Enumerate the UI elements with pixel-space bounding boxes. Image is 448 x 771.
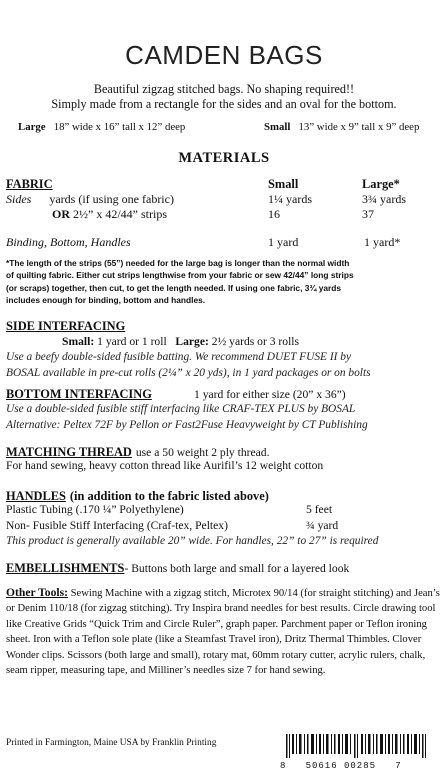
barcode-number: 8 50616 00285 7 xyxy=(280,761,402,771)
side-small-label: Small: xyxy=(62,335,95,348)
bottom-interfacing-value: 1 yard for either size (20” x 36”) xyxy=(194,388,346,401)
fabric-binding-label: Binding, Bottom, Handles xyxy=(6,235,131,249)
materials-heading: MATERIALS xyxy=(178,150,270,166)
fabric-note xyxy=(6,257,446,306)
fabric-note-line-1: *The length of the strips (55”) needed for the large bag is longer than the normal width xyxy=(6,258,350,268)
fabric-strips-small: 16 xyxy=(268,207,280,221)
fabric-note-line-4: includes enough for binding, bottom and handles. xyxy=(6,294,206,305)
fabric-strips-row xyxy=(52,207,167,222)
handles-item-1-qty: 5 feet xyxy=(306,503,333,516)
embellishments-row xyxy=(6,559,349,577)
thread-line-1: For hand sewing, heavy cotton thread like Aurifil’s 12 weight cotton xyxy=(6,459,324,472)
size-large xyxy=(18,121,185,133)
size-small xyxy=(264,121,419,133)
fabric-note-line-3: (or scraps) together, then cut, to get the length needed. If using one fabric, 3¾ yards xyxy=(6,282,342,293)
printed-by: Printed in Farmington, Maine USA by Franklin Printing xyxy=(6,738,217,748)
handles-item-2: Non- Fusible Stiff Interfacing (Craf-tex, Peltex) xyxy=(6,519,228,532)
side-interfacing-line-2: BOSAL available in pre-cut rolls (2¼” x 20 yds), in 1 yard packages or on bolts xyxy=(6,367,371,379)
fabric-note-line-2: of quilting fabric. Either cut strips lengthwise from your fabric or sew 42/44” long strips xyxy=(6,270,354,281)
handles-note: This product is generally available 20” wide. For handles, 22” to 27” is required xyxy=(6,535,379,547)
fabric-sides-row xyxy=(6,192,174,207)
fabric-binding-large: 1 yard* xyxy=(364,235,401,249)
size-small-dims: 13” wide x 9” tall x 9” deep xyxy=(298,121,420,133)
fabric-strips-text: 2½” x 42/44” strips xyxy=(73,207,167,221)
size-small-label: Small xyxy=(264,121,291,133)
fabric-heading: FABRIC xyxy=(6,177,53,191)
other-tools xyxy=(6,585,442,678)
fabric-binding-small: 1 yard xyxy=(268,235,299,249)
fabric-col-small: Small xyxy=(268,177,299,191)
bottom-interfacing-line-2: Alternative: Peltex 72F by Pellon or Fast2Fuse Heavyweight by CT Publishing xyxy=(6,419,368,431)
fabric-yards-text: yards (if using one fabric) xyxy=(49,192,174,206)
size-large-dims: 18” wide x 16” tall x 12” deep xyxy=(53,121,186,133)
fabric-strips-large: 37 xyxy=(362,207,374,221)
tagline-2: Simply made from a rectangle for the sides and an oval for the bottom. xyxy=(51,97,397,111)
thread-value: use a 50 weight 2 ply thread. xyxy=(135,446,270,459)
side-interfacing-line-1: Use a beefy double-sided fusible batting. We recommend DUET FUSE II by xyxy=(6,351,352,363)
side-small-value: 1 yard or 1 roll xyxy=(97,335,167,348)
barcode xyxy=(280,734,444,771)
fabric-yards-small: 1¼ yards xyxy=(268,192,312,206)
side-interfacing-values xyxy=(62,335,299,348)
tagline-1: Beautiful zigzag stitched bags. No shaping required!! xyxy=(93,82,355,96)
embellishments-value: - Buttons both large and small for a layered look xyxy=(124,562,350,575)
bottom-interfacing-line-1: Use a double-sided fusible stiff interfacing like CRAF-TEX PLUS by BOSAL xyxy=(6,403,356,415)
other-tools-text: Sewing Machine with a zigzag stitch, Microtex 90/14 (for straight stitching) and Jean’s or Denim 110/18 (for zigzag stitching). Try Inspira brand needles for best results. Circle drawing tool like Creative Grids “Quick Trim and Circle Ruler”, graph paper. Parchment paper or Teflon ironing sheet. Iron with a Teflon sole plate (like a Steamfast Travel iron), Dritz Thermal Thimbles. Clover Wonder clips. Scissors (both large and small), rotary mat, 60mm rotary cutter, acrylic rulers, chalk, seam ripper, measuring tape, and Milliner’s needles size 7 for hand sewing. xyxy=(6,588,440,677)
side-interfacing-heading: SIDE INTERFACING xyxy=(6,319,126,333)
handles-heading-note: (in addition to the fabric listed above) xyxy=(69,489,269,503)
side-large-label: Large: xyxy=(175,335,209,348)
fabric-or-label: OR xyxy=(52,207,70,221)
bottom-interfacing-heading: BOTTOM INTERFACING xyxy=(6,387,152,401)
other-tools-heading: Other Tools: xyxy=(6,586,68,599)
handles-item-1: Plastic Tubing (.170 ¼” Polyethylene) xyxy=(6,503,184,516)
fabric-yards-large: 3¾ yards xyxy=(362,192,406,206)
handles-item-2-qty: ¾ yard xyxy=(306,519,339,532)
fabric-sides-label: Sides xyxy=(6,192,32,206)
size-large-label: Large xyxy=(18,121,46,133)
handles-heading: HANDLES xyxy=(6,489,66,503)
thread-heading: MATCHING THREAD xyxy=(6,445,132,459)
embellishments-heading: EMBELLISHMENTS xyxy=(6,561,125,575)
fabric-col-large: Large* xyxy=(362,177,400,191)
page-title: CAMDEN BAGS xyxy=(125,40,323,70)
side-large-value: 2½ yards or 3 rolls xyxy=(211,335,300,348)
barcode-bars xyxy=(280,734,444,758)
